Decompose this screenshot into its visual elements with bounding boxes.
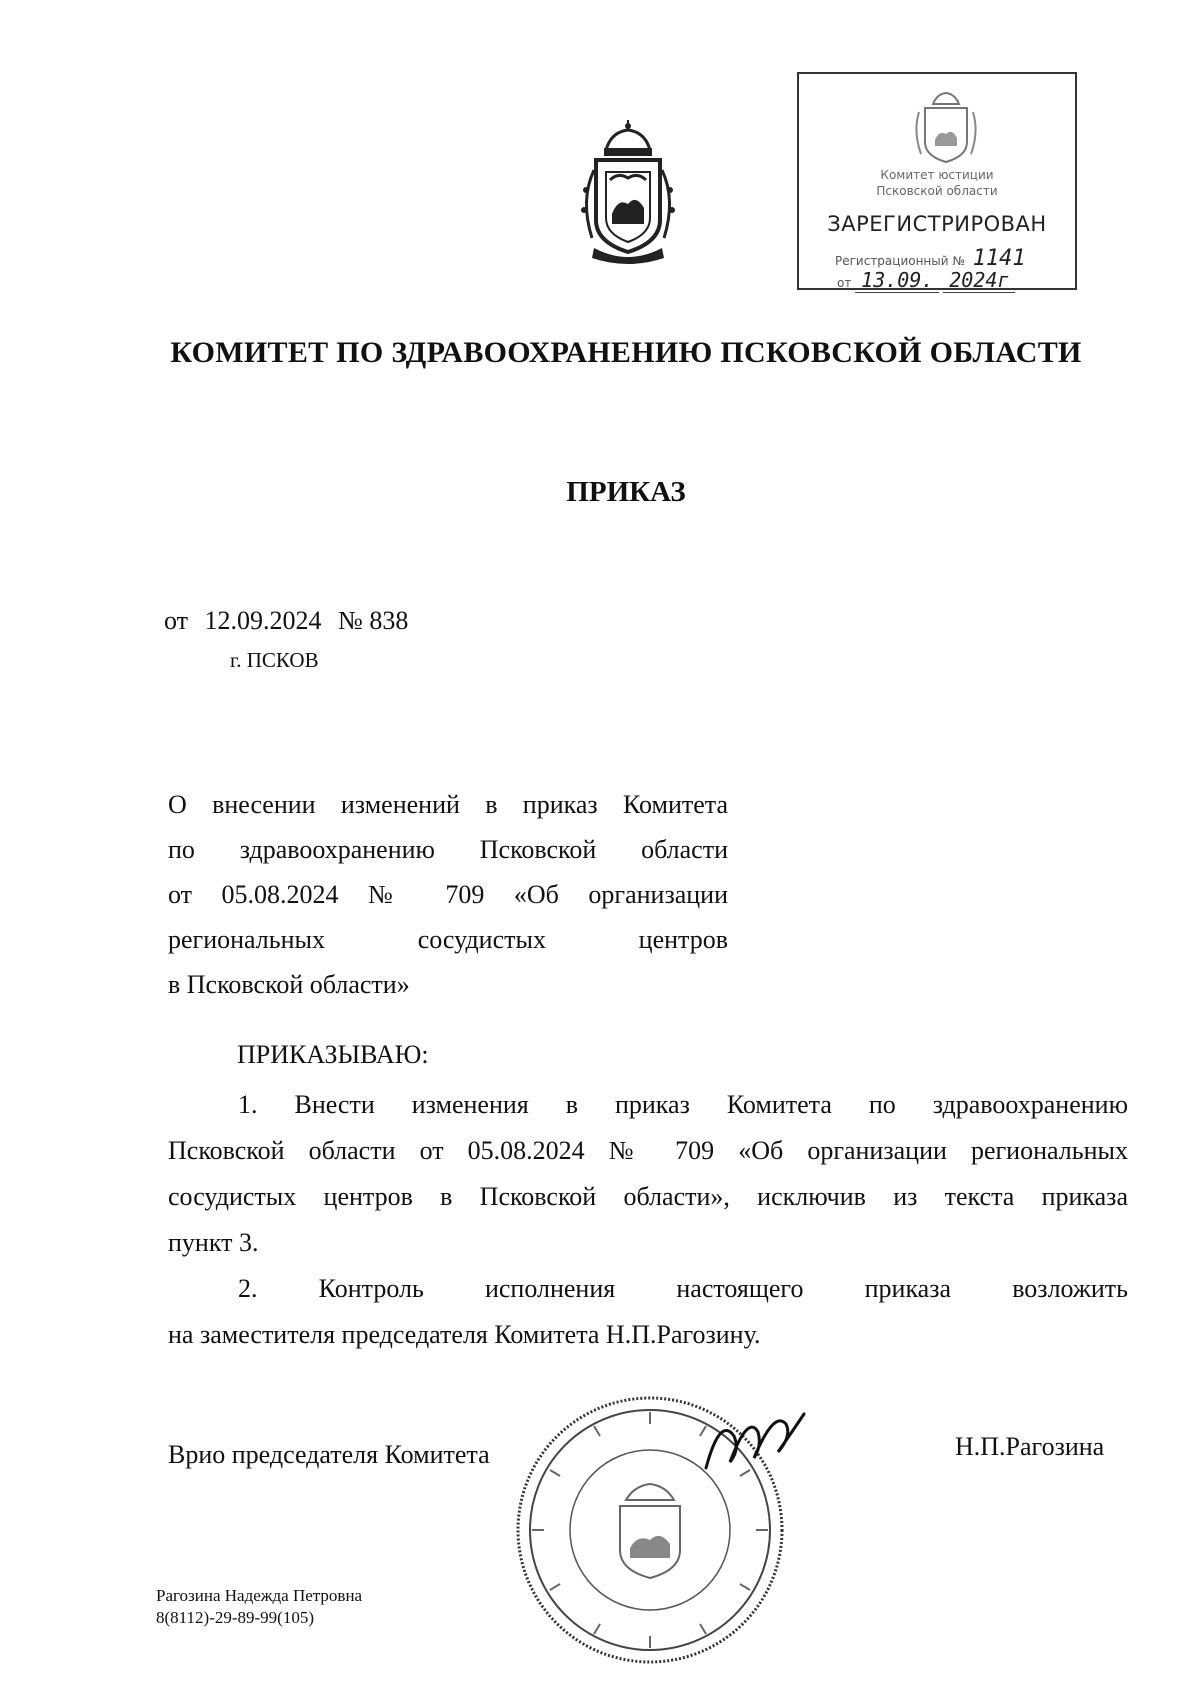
date-prefix: от [164,606,189,635]
subject-line: в Псковской области» [168,970,410,999]
document-subject [168,782,728,1007]
stamp-reg-number-value: 1141 [972,246,1026,271]
order-keyword: ПРИКАЗЫВАЮ: [237,1040,429,1069]
stamp-registered-title: ЗАРЕГИСТРИРОВАН [827,212,1047,236]
signatory-name: Н.П.Рагозина [955,1432,1105,1461]
document-city: г. ПСКОВ [230,648,319,672]
body-line: 1. Внести изменения в приказ Комитета по здравоохранению [238,1090,1128,1119]
document-number: № 838 [338,606,409,635]
document-type: ПРИКАЗ [566,476,686,508]
stamp-reg-label: Регистрационный № [835,254,965,268]
subject-line: по здравоохранению Псковской области [168,835,728,864]
subject-line: региональных сосудистых центров [168,925,728,954]
organization-title: КОМИТЕТ ПО ЗДРАВООХРАНЕНИЮ ПСКОВСКОЙ ОБЛАСТИ [170,336,1082,369]
document-date: 12.09.2024 [204,606,322,635]
body-line: пункт 3. [168,1228,259,1257]
document-body [168,1082,1128,1358]
body-line: 2. Контроль исполнения настоящего приказа возложить [238,1274,1128,1303]
executor-phone: 8(8112)-29-89-99(105) [156,1608,314,1627]
document-date-line [164,606,418,636]
body-line: на заместителя председателя Комитета Н.П.Рагозину. [168,1320,761,1349]
handwritten-signature-icon [700,1406,810,1476]
subject-line: от 05.08.2024 № 709 «Об организации [168,880,728,909]
stamp-date-prefix: от [837,276,852,290]
stamp-org-line-1: Комитет юстиции [880,168,994,182]
stamp-coat-of-arms-icon [909,88,983,166]
stamp-date-year: 2024г [943,268,1015,293]
registration-stamp [797,72,1077,290]
stamp-date-day-month: 13.09. [855,268,939,293]
stamp-org-line-2: Псковской области [876,184,998,198]
signatory-position: Врио председателя Комитета [168,1440,490,1469]
body-line: сосудистых центров в Псковской области», исключив из текста приказа [168,1182,1128,1211]
executor-name: Рагозина Надежда Петровна [156,1586,363,1605]
pskov-coat-of-arms-icon [566,120,690,270]
body-line: Псковской области от 05.08.2024 № 709 «Об организации региональных [168,1136,1128,1165]
subject-line: О внесении изменений в приказ Комитета [168,790,728,819]
stamp-registration-date [837,268,1015,292]
